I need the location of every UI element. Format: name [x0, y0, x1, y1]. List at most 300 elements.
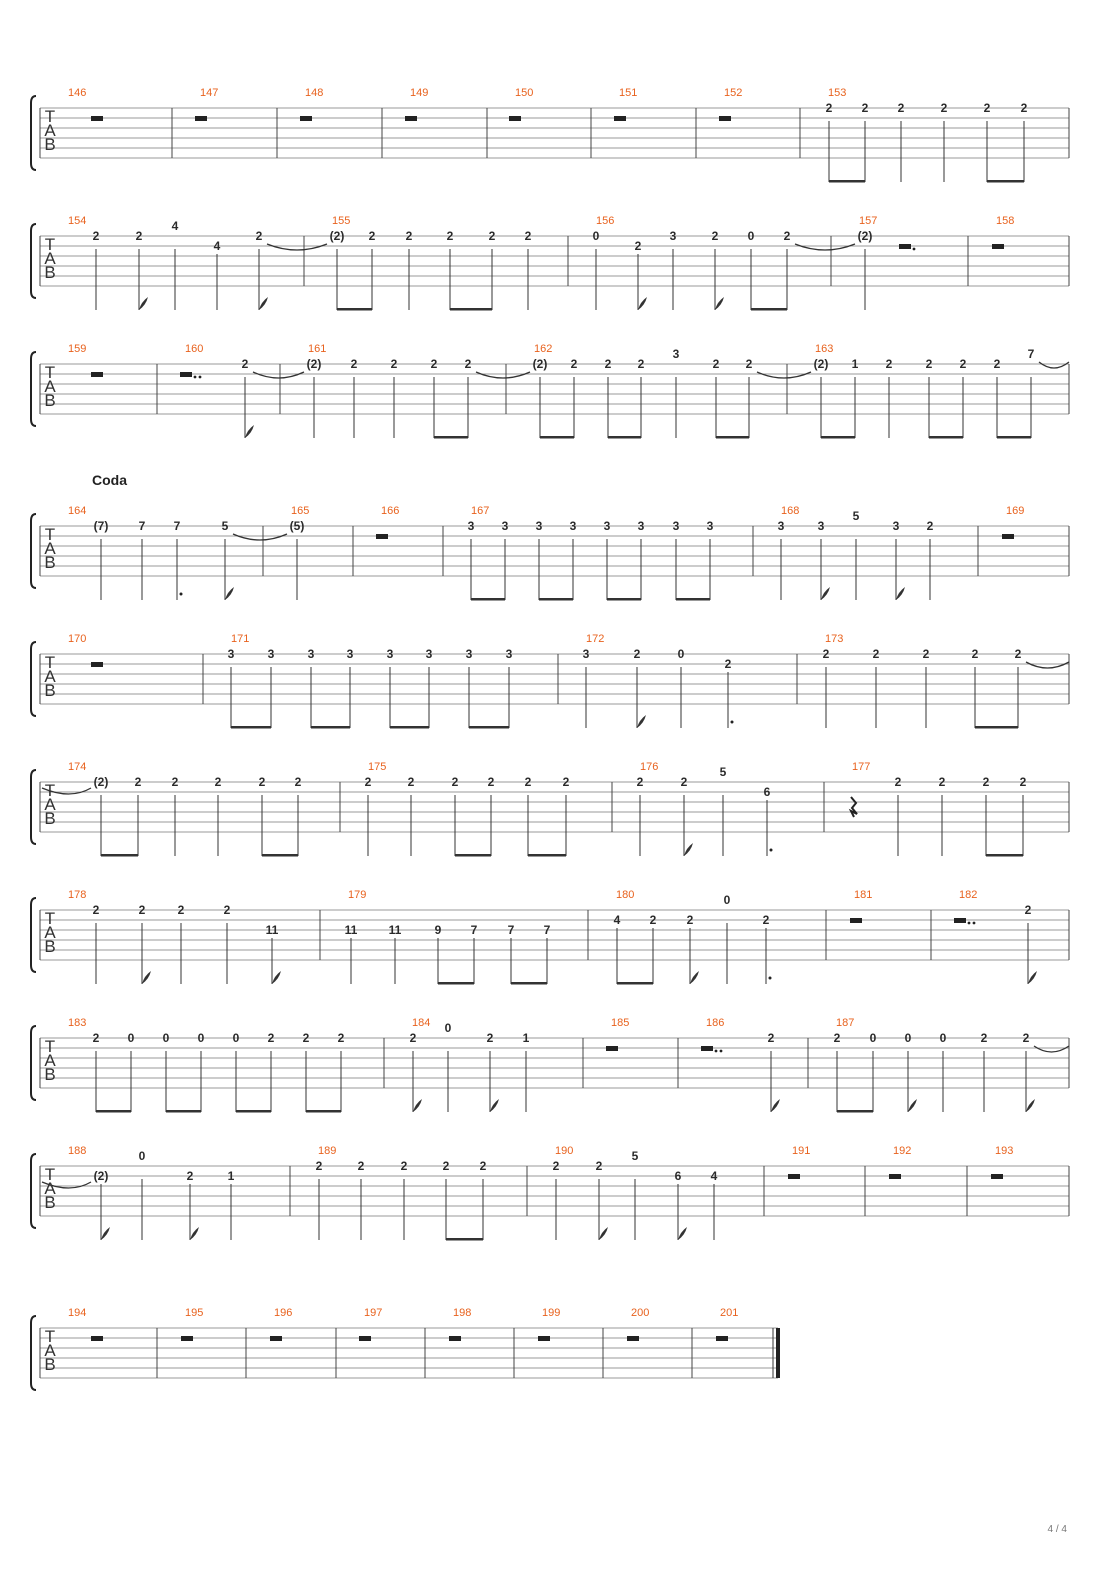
- fret-number: 4: [710, 1169, 718, 1183]
- measure-number: 200: [631, 1307, 650, 1319]
- fret-number: 7: [470, 923, 478, 937]
- fret-number: 2: [350, 357, 358, 371]
- fret-number: 2: [405, 229, 413, 243]
- measure-number: 155: [332, 215, 351, 227]
- beam: [390, 726, 429, 729]
- fret-number: (2): [813, 357, 829, 371]
- fret-number: 2: [446, 229, 454, 243]
- tie: [476, 372, 530, 378]
- fret-number: 3: [346, 647, 354, 661]
- tab-system: [31, 87, 1069, 183]
- fret-number: 2: [552, 1159, 560, 1173]
- measure-number: 178: [68, 889, 87, 901]
- fret-number: 11: [344, 923, 358, 937]
- fret-number: (2): [857, 229, 873, 243]
- measure-number: 183: [68, 1017, 87, 1029]
- tab-clef-letter: T: [44, 909, 56, 928]
- note-dot: [180, 593, 183, 596]
- system-bracket: [31, 96, 36, 170]
- measure-number: 177: [852, 761, 871, 773]
- note-flag: [413, 1099, 422, 1112]
- tab-clef-letter: A: [44, 923, 56, 942]
- tab-clef-letter: T: [44, 781, 56, 800]
- beam: [469, 726, 509, 729]
- note-flag: [142, 971, 151, 984]
- whole-rest: [850, 918, 862, 923]
- fret-number: 2: [885, 357, 893, 371]
- beam: [511, 982, 547, 985]
- fret-number: 9: [434, 923, 442, 937]
- measure-number: 161: [308, 343, 327, 355]
- whole-rest: [788, 1174, 800, 1179]
- note-flag: [715, 297, 724, 310]
- whole-rest: [614, 116, 626, 121]
- note-flag: [259, 297, 268, 310]
- measure-number: 176: [640, 761, 659, 773]
- measure-number: 191: [792, 1145, 811, 1157]
- measure-number: 195: [185, 1307, 204, 1319]
- beam: [528, 854, 566, 857]
- note-flag: [490, 1099, 499, 1112]
- fret-number: 3: [582, 647, 590, 661]
- whole-rest: [91, 662, 103, 667]
- half-rest: [180, 372, 192, 377]
- tie: [1034, 1046, 1069, 1052]
- beam: [434, 436, 468, 439]
- fret-number: 3: [465, 647, 473, 661]
- fret-number: 3: [505, 647, 513, 661]
- measure-number: 187: [836, 1017, 855, 1029]
- note-flag: [1028, 971, 1037, 984]
- measure-number: 168: [781, 505, 800, 517]
- fret-number: 2: [745, 357, 753, 371]
- tab-clef-letter: A: [44, 795, 56, 814]
- beam: [975, 726, 1018, 729]
- fret-number: 2: [267, 1031, 275, 1045]
- fret-number: (2): [532, 357, 548, 371]
- beam: [987, 180, 1024, 183]
- note-flag: [599, 1227, 608, 1240]
- tab-clef-letter: T: [44, 1165, 56, 1184]
- measure-number: 179: [348, 889, 367, 901]
- system-bracket: [31, 642, 36, 716]
- tab-system: [31, 1145, 1069, 1241]
- fret-number: 3: [672, 519, 680, 533]
- note-dot: [769, 977, 772, 980]
- tab-system: [31, 505, 1069, 601]
- whole-rest: [359, 1336, 371, 1341]
- fret-number: (2): [93, 1169, 109, 1183]
- measure-number: 185: [611, 1017, 630, 1029]
- measure-number: 148: [305, 87, 324, 99]
- fret-number: 2: [92, 229, 100, 243]
- measure-number: 188: [68, 1145, 87, 1157]
- tab-clef-letter: T: [44, 525, 56, 544]
- fret-number: 2: [464, 357, 472, 371]
- measure-number: 181: [854, 889, 873, 901]
- tab-clef-letter: B: [44, 391, 56, 410]
- fret-number: 7: [507, 923, 515, 937]
- tie: [253, 372, 304, 378]
- measure-number: 189: [318, 1145, 337, 1157]
- fret-number: 2: [711, 229, 719, 243]
- measure-number: 197: [364, 1307, 383, 1319]
- beam: [166, 1110, 201, 1113]
- fret-number: 2: [833, 1031, 841, 1045]
- tab-system: [31, 761, 1069, 857]
- beam: [539, 598, 573, 601]
- measure-number: 174: [68, 761, 87, 773]
- note-flag: [684, 843, 693, 856]
- note-flag: [190, 1227, 199, 1240]
- system-bracket: [31, 514, 36, 588]
- fret-number: 7: [1027, 347, 1035, 361]
- fret-number: 2: [337, 1031, 345, 1045]
- fret-number: 2: [430, 357, 438, 371]
- beam: [751, 308, 787, 311]
- fret-number: 0: [677, 647, 685, 661]
- tab-clef-letter: B: [44, 263, 56, 282]
- beam: [608, 436, 641, 439]
- fret-number: 2: [364, 775, 372, 789]
- measure-number: 160: [185, 343, 204, 355]
- tab-clef-letter: T: [44, 363, 56, 382]
- fret-number: 3: [637, 519, 645, 533]
- whole-rest: [270, 1336, 282, 1341]
- fret-number: 0: [592, 229, 600, 243]
- fret-number: 2: [767, 1031, 775, 1045]
- fret-number: 2: [649, 913, 657, 927]
- fret-number: 2: [922, 647, 930, 661]
- note-flag: [139, 297, 148, 310]
- beam: [986, 854, 1023, 857]
- tab-clef-letter: B: [44, 135, 56, 154]
- tie: [795, 244, 855, 250]
- tie: [1026, 662, 1069, 668]
- fret-number: 0: [232, 1031, 240, 1045]
- note-flag: [245, 425, 254, 438]
- fret-number: (2): [306, 357, 322, 371]
- fret-number: 4: [613, 913, 621, 927]
- beam: [607, 598, 641, 601]
- tab-system: [31, 889, 1069, 985]
- note-flag: [1026, 1099, 1035, 1112]
- measure-number: 192: [893, 1145, 912, 1157]
- whole-rest: [376, 534, 388, 539]
- rest-dot: [194, 376, 197, 379]
- fret-number: 11: [388, 923, 402, 937]
- tie: [757, 372, 811, 378]
- tab-clef-letter: B: [44, 1355, 56, 1374]
- fret-number: 2: [1019, 775, 1027, 789]
- tab-system: [31, 215, 1069, 311]
- measure-number: 162: [534, 343, 553, 355]
- measure-number: 186: [706, 1017, 725, 1029]
- fret-number: 2: [980, 1031, 988, 1045]
- beam: [337, 308, 372, 311]
- fret-number: 6: [674, 1169, 682, 1183]
- rest-dot: [968, 922, 971, 925]
- fret-number: 2: [724, 657, 732, 671]
- fret-number: 2: [294, 775, 302, 789]
- fret-number: (5): [289, 519, 305, 533]
- fret-number: 2: [171, 775, 179, 789]
- fret-number: 2: [634, 239, 642, 253]
- half-rest: [954, 918, 966, 923]
- fret-number: 0: [197, 1031, 205, 1045]
- fret-number: 2: [872, 647, 880, 661]
- fret-number: 2: [822, 647, 830, 661]
- note-flag: [272, 971, 281, 984]
- fret-number: 2: [1024, 903, 1032, 917]
- tab-clef-letter: B: [44, 1193, 56, 1212]
- system-bracket: [31, 224, 36, 298]
- whole-rest: [181, 1336, 193, 1341]
- note-flag: [908, 1099, 917, 1112]
- fret-number: 2: [177, 903, 185, 917]
- measure-number: 193: [995, 1145, 1014, 1157]
- fret-number: 2: [971, 647, 979, 661]
- whole-rest: [91, 372, 103, 377]
- fret-number: 0: [162, 1031, 170, 1045]
- fret-number: 2: [959, 357, 967, 371]
- tab-clef-letter: T: [44, 653, 56, 672]
- whole-rest: [449, 1336, 461, 1341]
- fret-number: 0: [869, 1031, 877, 1045]
- measure-number: 194: [68, 1307, 87, 1319]
- fret-number: 2: [562, 775, 570, 789]
- tab-clef-letter: A: [44, 1341, 56, 1360]
- note-flag: [101, 1227, 110, 1240]
- fret-number: 5: [852, 509, 860, 523]
- rest-dot: [720, 1050, 723, 1053]
- beam: [438, 982, 474, 985]
- system-bracket: [31, 352, 36, 426]
- fret-number: 2: [783, 229, 791, 243]
- fret-number: 3: [307, 647, 315, 661]
- fret-number: 3: [706, 519, 714, 533]
- fret-number: 1: [227, 1169, 235, 1183]
- fret-number: 2: [636, 775, 644, 789]
- measure-number: 159: [68, 343, 87, 355]
- beam: [231, 726, 271, 729]
- fret-number: 3: [425, 647, 433, 661]
- measure-number: 198: [453, 1307, 472, 1319]
- fret-number: 2: [186, 1169, 194, 1183]
- beam: [96, 1110, 131, 1113]
- fret-number: 2: [134, 775, 142, 789]
- fret-number: 2: [138, 903, 146, 917]
- fret-number: 2: [92, 1031, 100, 1045]
- beam: [101, 854, 138, 857]
- whole-rest: [889, 1174, 901, 1179]
- fret-number: 7: [543, 923, 551, 937]
- note-flag: [821, 587, 830, 600]
- fret-number: 5: [221, 519, 229, 533]
- beam: [929, 436, 963, 439]
- fret-number: 7: [173, 519, 181, 533]
- fret-number: 2: [983, 101, 991, 115]
- fret-number: 11: [265, 923, 279, 937]
- beam: [311, 726, 350, 729]
- fret-number: 0: [444, 1021, 452, 1035]
- beam: [837, 1110, 873, 1113]
- fret-number: 2: [686, 913, 694, 927]
- tab-system: [31, 633, 1069, 729]
- fret-number: 2: [524, 229, 532, 243]
- measure-number: 182: [959, 889, 978, 901]
- tab-clef-letter: T: [44, 1037, 56, 1056]
- measure-number: 153: [828, 87, 847, 99]
- tab-clef-letter: A: [44, 249, 56, 268]
- note-dot: [770, 849, 773, 852]
- fret-number: 2: [712, 357, 720, 371]
- page-number: 4 / 4: [1047, 1524, 1067, 1535]
- fret-number: 2: [258, 775, 266, 789]
- fret-number: 2: [479, 1159, 487, 1173]
- fret-number: 2: [925, 357, 933, 371]
- tab-system: [31, 1307, 780, 1390]
- measure-number: 175: [368, 761, 387, 773]
- whole-rest: [300, 116, 312, 121]
- tab-clef-letter: A: [44, 667, 56, 686]
- coda-label: Coda: [92, 472, 127, 488]
- whole-rest: [719, 116, 731, 121]
- tab-clef-letter: B: [44, 553, 56, 572]
- fret-number: 2: [926, 519, 934, 533]
- fret-number: 2: [897, 101, 905, 115]
- measure-number: 201: [720, 1307, 739, 1319]
- fret-number: 2: [1014, 647, 1022, 661]
- whole-rest: [606, 1046, 618, 1051]
- whole-rest: [91, 1336, 103, 1341]
- system-bracket: [31, 898, 36, 972]
- fret-number: 2: [524, 775, 532, 789]
- half-rest: [701, 1046, 713, 1051]
- fret-number: 2: [486, 1031, 494, 1045]
- note-flag: [637, 715, 646, 728]
- beam: [455, 854, 491, 857]
- measure-number: 151: [619, 87, 638, 99]
- tab-clef-letter: T: [44, 107, 56, 126]
- fret-number: 2: [938, 775, 946, 789]
- beam: [676, 598, 710, 601]
- measure-number: 173: [825, 633, 844, 645]
- fret-number: 2: [762, 913, 770, 927]
- tab-clef-letter: A: [44, 1179, 56, 1198]
- fret-number: 0: [939, 1031, 947, 1045]
- fret-number: 0: [904, 1031, 912, 1045]
- fret-number: 1: [851, 357, 859, 371]
- measure-number: 167: [471, 505, 490, 517]
- fret-number: 3: [535, 519, 543, 533]
- tab-clef-letter: A: [44, 539, 56, 558]
- beam: [446, 1238, 483, 1241]
- fret-number: 6: [763, 785, 771, 799]
- note-flag: [678, 1227, 687, 1240]
- measure-number: 180: [616, 889, 635, 901]
- measure-number: 190: [555, 1145, 574, 1157]
- fret-number: 2: [357, 1159, 365, 1173]
- tab-clef-letter: T: [44, 235, 56, 254]
- fret-number: 0: [127, 1031, 135, 1045]
- fret-number: 2: [400, 1159, 408, 1173]
- fret-number: 5: [719, 765, 727, 779]
- system-bracket: [31, 1154, 36, 1228]
- fret-number: 3: [669, 229, 677, 243]
- fret-number: 4: [213, 239, 221, 253]
- fret-number: 2: [488, 229, 496, 243]
- measure-number: 166: [381, 505, 400, 517]
- measure-number: 165: [291, 505, 310, 517]
- beam: [450, 308, 492, 311]
- fret-number: (2): [93, 775, 109, 789]
- fret-number: 2: [255, 229, 263, 243]
- note-flag: [225, 587, 234, 600]
- measure-number: 156: [596, 215, 615, 227]
- fret-number: 5: [631, 1149, 639, 1163]
- measure-number: 149: [410, 87, 429, 99]
- fret-number: 2: [993, 357, 1001, 371]
- note-dot: [731, 721, 734, 724]
- fret-number: 2: [407, 775, 415, 789]
- fret-number: 3: [227, 647, 235, 661]
- fret-number: (2): [329, 229, 345, 243]
- system-bracket: [31, 1026, 36, 1100]
- beam: [236, 1110, 271, 1113]
- beam: [716, 436, 749, 439]
- measure-number: 184: [412, 1017, 431, 1029]
- system-bracket: [31, 770, 36, 844]
- measure-number: 152: [724, 87, 743, 99]
- rest-dot: [973, 922, 976, 925]
- whole-rest: [991, 1174, 1003, 1179]
- tab-clef-letter: B: [44, 681, 56, 700]
- measure-number: 147: [200, 87, 219, 99]
- note-flag: [690, 971, 699, 984]
- beam: [540, 436, 574, 439]
- rest-dot: [913, 248, 916, 251]
- beam: [821, 436, 855, 439]
- tab-clef-letter: A: [44, 121, 56, 140]
- fret-number: (7): [93, 519, 109, 533]
- whole-rest: [1002, 534, 1014, 539]
- beam: [617, 982, 653, 985]
- fret-number: 3: [467, 519, 475, 533]
- quarter-rest: [851, 797, 857, 817]
- rest-dot: [199, 376, 202, 379]
- fret-number: 3: [386, 647, 394, 661]
- tab-system: [31, 1017, 1069, 1113]
- beam: [471, 598, 505, 601]
- measure-number: 171: [231, 633, 250, 645]
- beam: [306, 1110, 341, 1113]
- tab-clef-letter: B: [44, 937, 56, 956]
- fret-number: 0: [723, 893, 731, 907]
- measure-number: 170: [68, 633, 87, 645]
- fret-number: 2: [825, 101, 833, 115]
- whole-rest: [509, 116, 521, 121]
- fret-number: 3: [267, 647, 275, 661]
- measure-number: 146: [68, 87, 87, 99]
- fret-number: 2: [633, 647, 641, 661]
- system-bracket: [31, 1316, 36, 1390]
- measure-number: 154: [68, 215, 87, 227]
- tab-clef-letter: A: [44, 1051, 56, 1070]
- tab-system: [31, 343, 1069, 439]
- fret-number: 2: [861, 101, 869, 115]
- tie: [233, 534, 287, 540]
